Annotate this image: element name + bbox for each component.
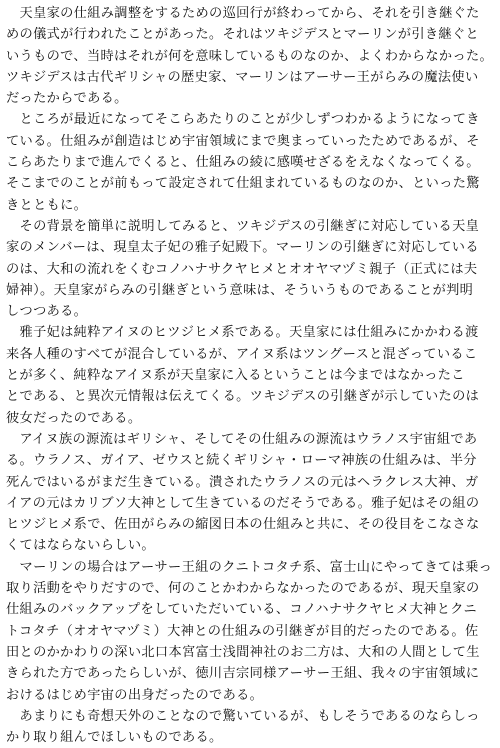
text-line: いうもので、当時はそれが何を意味しているものなのか、よくわからなかった。 — [6, 48, 494, 64]
text-line: こらあたりまで進んでくると、仕組みの綾に感嘆せざるをえなくなってくる。 — [6, 155, 480, 171]
text-line: のは、大和の流れをくむコノハナサクヤヒメとオオヤマヅミ親子（正式には夫 — [6, 261, 478, 277]
text-line: だったからである。 — [6, 91, 128, 107]
text-line: トコタチ（オオヤマヅミ）大神との仕組みの引継ぎが目的だったのである。佐 — [6, 623, 479, 639]
text-line: おけるはじめ宇宙の出身だったのである。 — [6, 687, 264, 703]
text-line: 彼女だったのである。 — [6, 410, 142, 426]
text-line: マーリンの場合はアーサー王組のクニトコタチ系、富士山にやってきては乗っ — [6, 559, 493, 575]
text-line: めの儀式が行われたことがあった。それはツキジデスとマーリンが引き継ぐと — [6, 27, 480, 43]
text-line: 取り活動をやりだすので、何のことかわからなかったのであるが、現天皇家の — [6, 581, 480, 597]
text-line: きられた方であったらしいが、徳川吉宗同様アーサー王組、我々の宇宙領域に — [6, 666, 480, 682]
text-line: ツキジデスは古代ギリシャの歴史家、マーリンはアーサー王がらみの魔法使い — [6, 69, 479, 85]
text-line: きとともに。 — [6, 197, 88, 213]
text-line: 来各人種のすべてが混合しているが、アイヌ系はツングースと混ざっているこ — [6, 346, 478, 362]
text-line: ところが最近になってそこらあたりのことが少しずつわかるようになってき — [6, 112, 480, 128]
text-line: アイヌ族の源流はギリシャ、そしてその仕組みの源流はウラノス宇宙組であ — [6, 431, 478, 447]
text-line: 家のメンバーは、現皇太子妃の雅子妃殿下。マーリンの引継ぎに対応している — [6, 240, 479, 256]
text-line: とである、と異次元情報は伝えてくる。ツキジデスの引継ぎが示していたのは — [6, 389, 480, 405]
text-line: くてはならないらしい。 — [6, 538, 155, 554]
text-line: かり取り組んでほしいものである。 — [6, 730, 223, 746]
text-line: ヒツジヒメ系で、佐田がらみの縮図日本の仕組みと共に、その役目をこなさな — [6, 517, 480, 533]
text-line: 天皇家の仕組み調整をするための巡回行が終わってから、それを引き継ぐた — [6, 6, 480, 21]
text-line: しつつある。 — [6, 304, 88, 320]
text-line: イアの元はカリブソ大神として生きているのだそうである。雅子妃はその組の — [6, 495, 480, 511]
text-line: とが多く、純粋なアイヌ系が天皇家に入るということは今まではなかったこ — [6, 368, 465, 384]
text-line: 雅子妃は純粋アイヌのヒツジヒメ系である。天皇家には仕組みにかかわる渡 — [6, 325, 479, 341]
text-line: 婦神）。天皇家がらみの引継ぎという意味は、そういうものであることが判明 — [6, 282, 474, 298]
text-line: る。ウラノス、ガイア、ゼウスと続くギリシャ・ローマ神族の仕組みは、半分 — [6, 453, 477, 469]
text-line: あまりにも奇想天外のことなので驚いているが、もしそうであるのならしっ — [6, 708, 480, 724]
text-line: 仕組みのバックアップをしていただいている、コノハナサクヤヒメ大神とクニ — [6, 602, 478, 618]
text-line: ている。仕組みが創造はじめ宇宙領域にまで奥まっていったためであるが、そ — [6, 133, 480, 149]
text-line: 死んではいるがまだ生きている。潰されたウラノスの元はヘラクレス大神、ガ — [6, 474, 479, 490]
text-line: その背景を簡単に説明してみると、ツキジデスの引継ぎに対応している天皇 — [6, 218, 480, 234]
text-line: そこまでのことが前もって設定されて仕組まれているものなのか、といった驚 — [6, 176, 480, 192]
text-line: 田とのかかわりの深い北口本宮富士浅間神社のお二方は、大和の人間として生 — [6, 644, 480, 660]
